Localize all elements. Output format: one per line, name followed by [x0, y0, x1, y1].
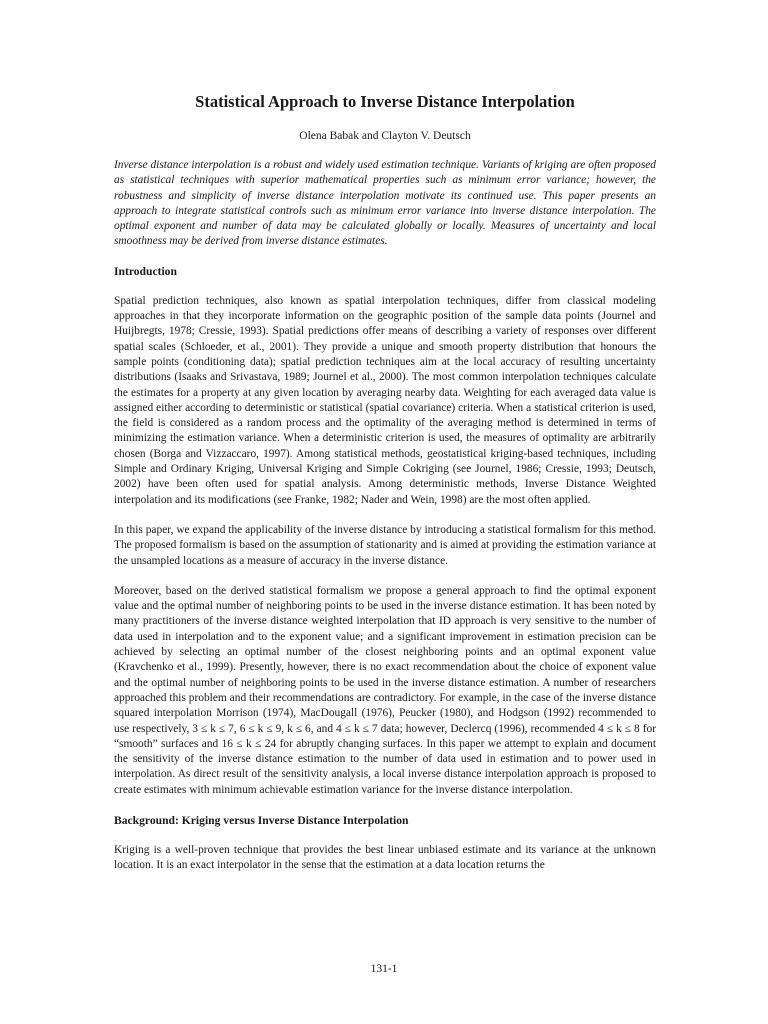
background-paragraph-1: Kriging is a well-proven technique that provides the best linear unbiased estimate and its variance at the unknown location. It is an exact interpolator in the sense that the estimation at a data location returns the	[114, 843, 656, 872]
introduction-paragraph-2: In this paper, we expand the applicability of the inverse distance by introducing a statistical formalism for this method. The proposed formalism is based on the assumption of stationarity and is aimed at providing the estimation variance at the unsampled locations as a measure of accuracy in the inverse distance.	[114, 523, 656, 567]
paper-page	[114, 92, 656, 889]
paper-authors: Olena Babak and Clayton V. Deutsch	[299, 130, 471, 142]
paper-title: Statistical Approach to Inverse Distance Interpolation	[195, 92, 575, 111]
section-heading-introduction: Introduction	[114, 264, 177, 278]
introduction-paragraph-3: Moreover, based on the derived statistical formalism we propose a general approach to find the optimal exponent value and the optimal number of neighboring points to be used in the inverse distance estimation. It has been noted by many practitioners of the inverse distance weighted interpolation that ID approach is very sensitive to the number of data used in interpolation and to the exponent value; and a significant improvement in estimation precision can be achieved by selecting an optimal number of the closest neighboring points and an optimal exponent value (Kravchenko et al., 1999). Presently, however, there is no exact recommendation about the choice of exponent value and the optimal number of neighboring points to be used in the inverse distance estimation. A number of researchers approached this problem and their recommendations are contradictory. For example, in the case of the inverse distance squared interpolation Morrison (1974), MacDougall (1976), Peucker (1980), and Hodgson (1992) recommended to use respectively, 3 ≤ k ≤ 7, 6 ≤ k ≤ 9, k ≤ 6, and 4 ≤ k ≤ 7 data; however, Declercq (1996), recommended 4 ≤ k ≤ 8 for “smooth” surfaces and 16 ≤ k ≤ 24 for abruptly changing surfaces. In this paper we attempt to explain and document the sensitivity of the inverse distance estimation to the number of data used in estimation and to power used in interpolation. As direct result of the sensitivity analysis, a local inverse distance interpolation approach is proposed to create estimates with minimum achievable estimation variance for the inverse distance interpolation.	[114, 584, 656, 796]
page-number: 131-1	[370, 963, 398, 975]
introduction-paragraph-1: Spatial prediction techniques, also known as spatial interpolation techniques, differ from classical modeling approaches in that they incorporate information on the geographic position of the sample data points (Journel and Huijbregts, 1978; Cressie, 1993). Spatial predictions offer means of describing a variety of responses over different spatial scales (Schloeder, et al., 2001). They provide a unique and smooth property distribution that honours the sample points (conditioning data); spatial prediction techniques aim at the local accuracy of resulting uncertainty distributions (Isaaks and Srivastava, 1989; Journel et al., 2000). The most common interpolation techniques calculate the estimates for a property at any given location by averaging nearby data. Weighting for each averaged data value is assigned either according to deterministic or statistical (spatial covariance) criteria. When a statistical criterion is used, the field is considered as a random process and the optimality of the averaging method is determined in terms of minimizing the estimation variance. When a deterministic criterion is used, the measures of optimality are arbitrarily chosen (Borga and Vizzaccaro, 1997). Among statistical methods, geostatistical kriging-based techniques, including Simple and Ordinary Kriging, Universal Kriging and Simple Cokriging (see Journel, 1986; Cressie, 1993; Deutsch, 2002) have been often used for spatial analysis. Among deterministic methods, Inverse Distance Weighted interpolation and its modifications (see Franke, 1982; Nader and Wein, 1998) are the most often applied.	[114, 294, 656, 506]
section-heading-background: Background: Kriging versus Inverse Distance Interpolation	[114, 813, 409, 827]
abstract: Inverse distance interpolation is a robust and widely used estimation technique. Variants of kriging are often proposed as statistical techniques with superior mathematical properties such as minimum error variance; however, the robustness and simplicity of inverse distance interpolation motivate its continued use. This paper presents an approach to integrate statistical controls such as minimum error variance into inverse distance interpolation. The optimal exponent and number of data may be calculated globally or locally. Measures of uncertainty and local smoothness may be derived from inverse distance estimates.	[114, 159, 656, 248]
